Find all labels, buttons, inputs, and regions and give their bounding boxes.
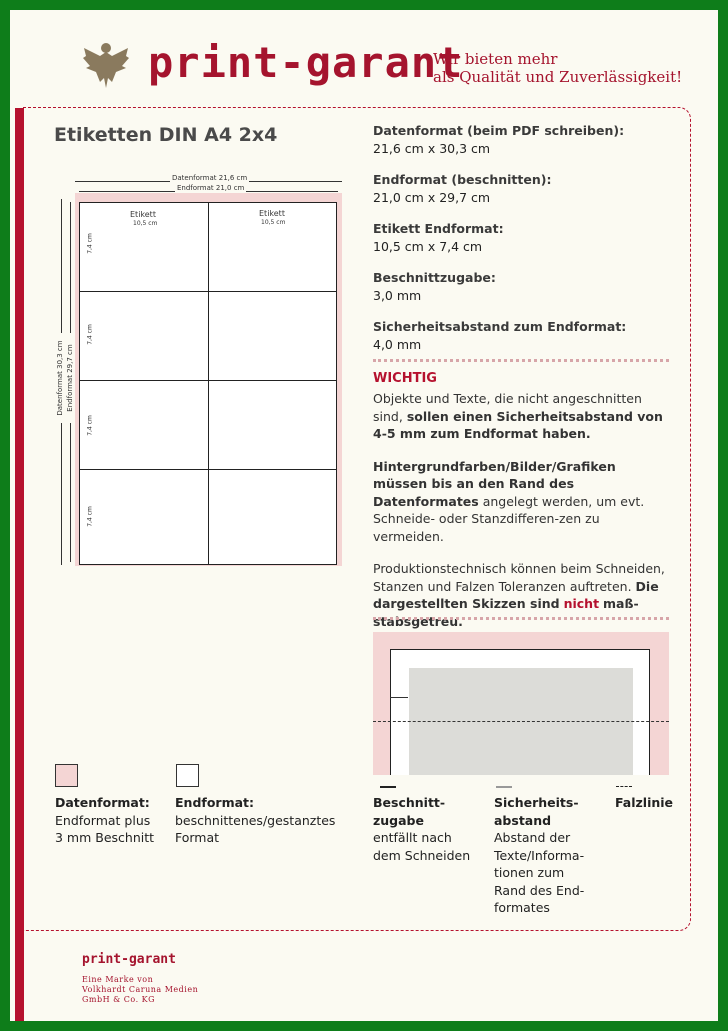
page <box>10 10 718 1021</box>
specs-list <box>373 123 673 359</box>
label-2-width: 10,5 cm <box>261 219 286 226</box>
label-2-name: Etikett <box>259 209 285 218</box>
legend-desc: Abstand der <box>494 830 571 845</box>
grid-line-row-3 <box>79 469 337 470</box>
grid-line-vertical <box>208 202 209 565</box>
row-3-height-label: 7,4 cm <box>86 415 94 436</box>
important-p3-bold-b: maß-stabsgetreu. <box>373 596 639 629</box>
spec-label: Sicherheitsabstand zum Endformat: <box>373 319 627 334</box>
footer-line-3: GmbH & Co. KG <box>82 995 156 1004</box>
bleed-detail-sketch <box>373 632 669 775</box>
label-1-name: Etikett <box>130 210 156 219</box>
bleed-tick <box>390 697 408 698</box>
row-1-height-label: 7,4 cm <box>86 233 94 254</box>
important-p2-normal: angelegt werden, um evt. Schneide- oder Stanzdifferen-zen zu vermeiden. <box>373 493 645 544</box>
legend-desc: tionen zum <box>494 865 565 880</box>
spec-beschnitt <box>373 270 673 319</box>
row-2-height-label: 7,4 cm <box>86 324 94 345</box>
brand-logo: print-garant <box>148 38 464 87</box>
legend-datenformat-swatch <box>55 764 78 787</box>
legend-title: Beschnitt- <box>373 795 446 810</box>
spec-value: 21,6 cm x 30,3 cm <box>373 141 491 156</box>
spec-value: 3,0 mm <box>373 288 422 303</box>
important-p3-red: nicht <box>563 596 600 611</box>
important-p3-normal: Produktionstechnisch können beim Schneiden, Stanzen und Falzen Toleranzen auftreten. <box>373 561 665 594</box>
legend-beschnitt-marker <box>380 786 396 788</box>
legend-sicherheit-marker <box>496 786 512 788</box>
legend-title: Sicherheits- <box>494 795 579 810</box>
footer-line-1: Eine Marke von <box>82 975 154 984</box>
page-title: Etiketten DIN A4 2x4 <box>54 124 278 146</box>
important-heading: WICHTIG <box>373 371 437 386</box>
important-p2 <box>373 458 673 546</box>
legend-desc: Format <box>175 830 220 845</box>
divider-bottom <box>373 617 669 620</box>
spec-label: Beschnittzugabe: <box>373 270 496 285</box>
grid-line-row-2 <box>79 380 337 381</box>
legend-endformat <box>175 794 335 847</box>
legend-desc: Texte/Informa- <box>494 847 585 863</box>
endformat-height-label: Endformat 29,7 cm <box>66 333 74 423</box>
footer-brand: print-garant <box>82 952 176 967</box>
legend-desc: Endformat plus <box>55 812 151 828</box>
spec-label: Datenformat (beim PDF schreiben): <box>373 123 625 138</box>
eagle-logo-icon <box>82 40 130 90</box>
legend-datenformat <box>55 794 154 847</box>
slogan-line-2: als Qualität und Zuverlässigkeit! <box>433 68 683 86</box>
legend-title: Datenformat: <box>55 795 150 810</box>
legend-title: Endformat: <box>175 795 255 810</box>
important-p1 <box>373 390 673 443</box>
important-p3-bold-a: Die dargestellten Skizzen sind <box>373 578 659 611</box>
legend-title: abstand <box>494 812 552 828</box>
legend-desc: formates <box>494 900 550 915</box>
endformat-width-label: Endformat 21,0 cm <box>177 184 245 192</box>
legend-falzlinie <box>615 794 673 812</box>
legend-endformat-swatch <box>176 764 199 787</box>
legend-falzlinie-marker <box>616 786 632 787</box>
label-1-width: 10,5 cm <box>133 220 158 227</box>
legend-beschnitt <box>373 794 470 864</box>
spec-endformat <box>373 172 673 221</box>
spec-datenformat <box>373 123 673 172</box>
legend-desc: 3 mm Beschnitt <box>55 830 155 845</box>
legend-desc: Rand des End- <box>494 882 585 898</box>
footer-line-2: Volkhardt Caruna Medien <box>82 985 199 994</box>
important-p1-normal: Objekte und Texte, die nicht angeschnitten sind, <box>373 391 642 424</box>
important-p2-bold: Hintergrundfarben/Bilder/Grafiken müssen bis an den Rand des Datenformates <box>373 458 616 509</box>
spec-etikett <box>373 221 673 270</box>
datenformat-width-label: Datenformat 21,6 cm <box>172 174 248 182</box>
footer-company <box>82 975 198 1005</box>
spec-value: 4,0 mm <box>373 337 422 352</box>
spec-label: Endformat (beschnitten): <box>373 172 552 187</box>
legend-desc: entfällt nach <box>373 830 452 845</box>
legend-sicherheit <box>494 794 584 917</box>
spec-label: Etikett Endformat: <box>373 221 504 236</box>
spec-sicherheit <box>373 319 673 359</box>
important-p1-bold: sollen einen Sicherheitsabstand von 4-5 mm zum Endformat haben. <box>373 408 663 441</box>
row-4-height-label: 7,4 cm <box>86 506 94 527</box>
slogan-line-1: Wir bieten mehr <box>433 50 558 68</box>
grid-line-row-1 <box>79 291 337 292</box>
divider-top <box>373 359 669 362</box>
legend-title: zugabe <box>373 812 424 828</box>
legend-title: Falzlinie <box>615 795 674 810</box>
legend-desc: dem Schneiden <box>373 847 471 863</box>
fold-line <box>373 721 669 722</box>
spec-value: 10,5 cm x 7,4 cm <box>373 239 483 254</box>
legend-desc: beschnittenes/gestanztes <box>175 812 336 828</box>
important-text <box>373 390 673 630</box>
datenformat-height-label: Datenformat 30,3 cm <box>56 333 64 423</box>
spec-value: 21,0 cm x 29,7 cm <box>373 190 491 205</box>
